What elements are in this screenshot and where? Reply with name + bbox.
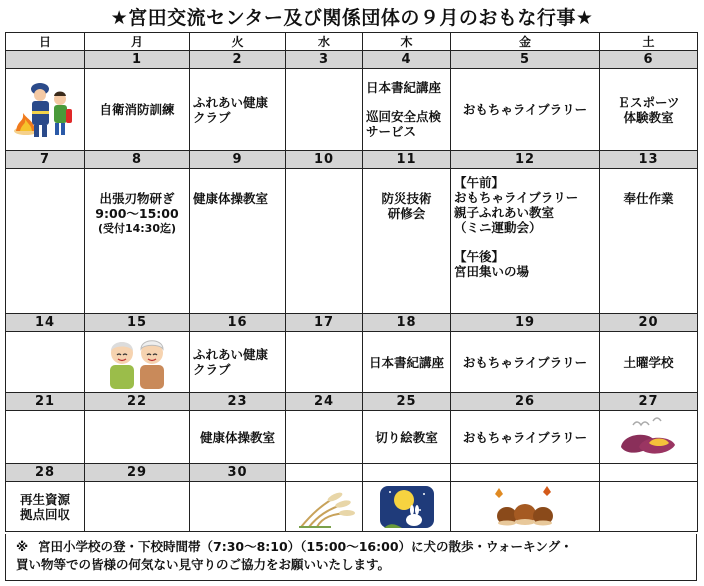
event-text: 再生資源 (19, 491, 70, 507)
event-cell-tue (190, 169, 286, 314)
event-cell-sat (600, 411, 698, 464)
event-cell-thu (363, 332, 451, 393)
event-cell-thu (363, 411, 451, 464)
date-cell: 8 (85, 151, 190, 169)
event-text: （ミニ運動会） (454, 220, 542, 235)
event-text: おもちゃライブラリー (454, 190, 579, 205)
event-text: 宮田集いの場 (454, 264, 530, 279)
event-text: 【午前】 (454, 175, 505, 190)
date-cell: 2 (190, 51, 286, 69)
event-cell-tue (190, 482, 286, 532)
date-cell: 26 (451, 393, 600, 411)
event-text: 9:00～15:00 (95, 206, 179, 221)
event-cell-wed (286, 411, 363, 464)
elderly-couple-illustration (102, 333, 172, 391)
date-cell: 9 (190, 151, 286, 169)
event-row-week-1 (6, 69, 698, 151)
event-cell-thu (363, 482, 451, 532)
event-text: 土曜学校 (623, 354, 674, 370)
footnote (5, 534, 697, 581)
event-cell-mon (85, 332, 190, 393)
event-cell-wed (286, 169, 363, 314)
event-cell-thu (363, 169, 451, 314)
date-cell: 20 (600, 314, 698, 332)
weekday-tue: 火 (190, 33, 286, 51)
event-cell-fri (451, 169, 600, 314)
date-cell (286, 464, 363, 482)
date-cell: 5 (451, 51, 600, 69)
event-row-week-4 (6, 411, 698, 464)
date-cell (363, 464, 451, 482)
event-cell-sun (6, 411, 85, 464)
event-cell-mon (85, 69, 190, 151)
pampas-grass-illustration (291, 485, 357, 529)
event-text: 出張刃物研ぎ (99, 191, 175, 206)
date-cell: 12 (451, 151, 600, 169)
note-text: 買い物等での皆様の何気ない見守りのご協力をお願いいたします。 (16, 557, 391, 572)
event-cell-wed (286, 69, 363, 151)
event-row-week-3 (6, 332, 698, 393)
date-cell: 15 (85, 314, 190, 332)
event-cell-sun (6, 69, 85, 151)
event-text: (受付14:30迄) (97, 222, 177, 235)
date-cell: 4 (363, 51, 451, 69)
firefighter-illustration (10, 75, 80, 145)
event-cell-fri (451, 482, 600, 532)
weekday-wed: 水 (286, 33, 363, 51)
event-text: 防災技術 (381, 191, 432, 206)
date-cell: 21 (6, 393, 85, 411)
footnote-line-1 (16, 538, 696, 556)
event-cell-tue (190, 332, 286, 393)
date-cell: 28 (6, 464, 85, 482)
event-text: 自衛消防訓練 (99, 102, 175, 117)
event-text: 巡回安全点検 (366, 109, 442, 124)
date-cell: 29 (85, 464, 190, 482)
page-title: ★宮田交流センター及び関係団体の９月のおもな行事★ (110, 7, 594, 29)
event-row-week-5 (6, 482, 698, 532)
event-cell-sun (6, 332, 85, 393)
date-cell: 24 (286, 393, 363, 411)
event-text: おもちゃライブラリー (462, 429, 588, 445)
event-text: ふれあい健康 (193, 347, 269, 362)
event-cell-wed (286, 482, 363, 532)
date-cell (600, 464, 698, 482)
weekday-header-row (6, 33, 698, 51)
event-text: Ｅスポーツ (617, 94, 680, 110)
event-text: 日本書紀講座 (368, 354, 444, 370)
calendar-table (5, 32, 698, 532)
weekday-mon: 月 (85, 33, 190, 51)
date-cell (6, 51, 85, 69)
chestnuts-illustration (485, 484, 565, 530)
sweet-potato-illustration (609, 413, 689, 461)
date-cell: 18 (363, 314, 451, 332)
event-cell-sat (600, 169, 698, 314)
date-row-week-4 (6, 393, 698, 411)
event-cell-sat (600, 332, 698, 393)
date-cell: 11 (363, 151, 451, 169)
event-text: 拠点回収 (19, 506, 70, 522)
date-cell: 13 (600, 151, 698, 169)
date-row-week-3 (6, 314, 698, 332)
event-text: 健康体操教室 (199, 429, 275, 445)
event-text: サービス (366, 124, 417, 139)
event-text: 日本書紀講座 (366, 80, 442, 95)
event-text: クラブ (193, 362, 231, 377)
weekday-thu: 木 (363, 33, 451, 51)
date-cell: 3 (286, 51, 363, 69)
weekday-sat: 土 (600, 33, 698, 51)
event-row-week-2 (6, 169, 698, 314)
event-cell-mon (85, 169, 190, 314)
event-text: おもちゃライブラリー (462, 102, 588, 117)
event-text: クラブ (193, 109, 231, 125)
event-cell-fri (451, 411, 600, 464)
date-cell: 27 (600, 393, 698, 411)
date-row-week-1 (6, 51, 698, 69)
date-cell (451, 464, 600, 482)
date-cell: 30 (190, 464, 286, 482)
event-text: 【午後】 (454, 249, 505, 264)
event-text: おもちゃライブラリー (462, 354, 588, 370)
date-cell: 16 (190, 314, 286, 332)
event-text: 健康体操教室 (193, 191, 269, 206)
event-cell-wed (286, 332, 363, 393)
event-cell-sun (6, 169, 85, 314)
weekday-fri: 金 (451, 33, 600, 51)
event-text: 体験教室 (623, 109, 674, 125)
event-text: ふれあい健康 (193, 94, 269, 110)
date-cell: 1 (85, 51, 190, 69)
event-cell-tue (190, 411, 286, 464)
date-cell: 25 (363, 393, 451, 411)
event-cell-thu (363, 69, 451, 151)
event-text: 研修会 (387, 206, 426, 221)
weekday-sun: 日 (6, 33, 85, 51)
event-cell-sat (600, 69, 698, 151)
date-row-week-2 (6, 151, 698, 169)
date-cell: 6 (600, 51, 698, 69)
note-text: 宮田小学校の登・下校時間帯（7:30～8:10）（15:00～16:00）に犬の散歩・ウォーキング・ (38, 539, 573, 554)
event-cell-sun (6, 482, 85, 532)
event-text: 奉仕作業 (623, 191, 674, 206)
date-cell: 14 (6, 314, 85, 332)
date-cell: 23 (190, 393, 286, 411)
event-text: 切り絵教室 (375, 429, 438, 445)
event-cell-tue (190, 69, 286, 151)
event-cell-mon (85, 411, 190, 464)
moon-rabbit-illustration (376, 484, 438, 530)
date-cell: 17 (286, 314, 363, 332)
date-row-week-5 (6, 464, 698, 482)
event-cell-mon (85, 482, 190, 532)
date-cell: 22 (85, 393, 190, 411)
date-cell: 10 (286, 151, 363, 169)
date-cell: 7 (6, 151, 85, 169)
event-cell-fri (451, 69, 600, 151)
event-cell-fri (451, 332, 600, 393)
date-cell: 19 (451, 314, 600, 332)
event-cell-sat (600, 482, 698, 532)
event-text: 親子ふれあい教室 (454, 205, 555, 220)
note-mark: ※ (16, 539, 29, 554)
